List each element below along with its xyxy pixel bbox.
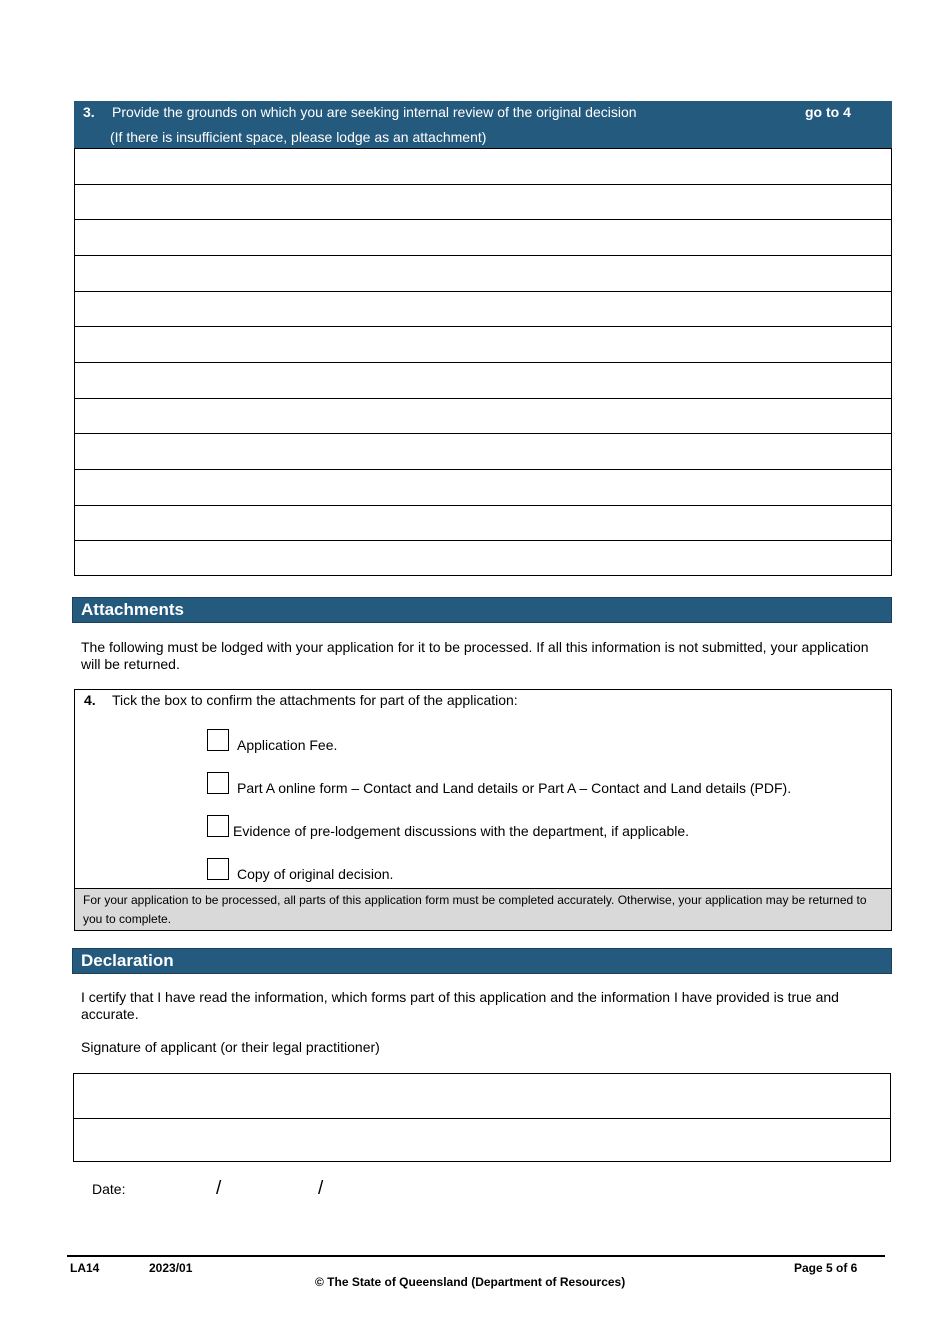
signature-field[interactable] bbox=[73, 1073, 891, 1162]
attachments-intro: The following must be lodged with your application for it to be processed. If all this information is not submitted, your application will be returned. bbox=[81, 639, 869, 672]
attachment-item-label: Copy of original decision. bbox=[237, 866, 394, 882]
answer-line[interactable] bbox=[75, 255, 891, 291]
question-4-number: 4. bbox=[84, 692, 96, 708]
processing-note: For your application to be processed, all parts of this application form must be completed accurately. Otherwise, your application may be returned to you to complete. bbox=[75, 888, 891, 930]
form-code: LA14 bbox=[70, 1261, 100, 1275]
declaration-statement: I certify that I have read the information, which forms part of this application and the information I have provided is true and accurate. bbox=[81, 989, 839, 1022]
answer-line[interactable] bbox=[75, 362, 891, 398]
date-separator: / bbox=[318, 1178, 324, 1199]
question-3-note: (If there is insufficient space, please lodge as an attachment) bbox=[110, 129, 487, 145]
original-decision-checkbox[interactable] bbox=[207, 858, 229, 880]
date-label: Date: bbox=[92, 1181, 126, 1197]
answer-line[interactable] bbox=[75, 398, 891, 434]
answer-line[interactable] bbox=[75, 148, 891, 184]
answer-line[interactable] bbox=[75, 184, 891, 220]
part-a-form-checkbox[interactable] bbox=[207, 772, 229, 794]
answer-line[interactable] bbox=[75, 433, 891, 469]
question-4-box bbox=[74, 689, 892, 931]
form-version: 2023/01 bbox=[149, 1261, 193, 1275]
question-3-header bbox=[74, 101, 892, 148]
answer-line[interactable] bbox=[75, 219, 891, 255]
grounds-answer-area[interactable] bbox=[74, 148, 892, 576]
date-separator: / bbox=[216, 1178, 222, 1199]
attachment-item-label: Part A online form – Contact and Land details or Part A – Contact and Land details (PDF). bbox=[237, 780, 792, 796]
pre-lodgement-evidence-checkbox[interactable] bbox=[207, 815, 229, 837]
answer-line[interactable] bbox=[75, 505, 891, 541]
question-3-goto: go to 4 bbox=[805, 104, 851, 120]
declaration-heading: Declaration bbox=[72, 948, 892, 974]
answer-line[interactable] bbox=[75, 469, 891, 505]
copyright-notice: © The State of Queensland (Department of Resources) bbox=[315, 1275, 626, 1289]
signature-label: Signature of applicant (or their legal practitioner) bbox=[81, 1039, 380, 1055]
signature-divider bbox=[74, 1118, 890, 1119]
answer-line[interactable] bbox=[75, 291, 891, 327]
question-3-prompt: Provide the grounds on which you are seeking internal review of the original decision bbox=[112, 104, 637, 120]
attachments-heading: Attachments bbox=[72, 597, 892, 623]
answer-line[interactable] bbox=[75, 540, 891, 576]
answer-line[interactable] bbox=[75, 326, 891, 362]
footer-rule bbox=[67, 1255, 885, 1257]
question-4-prompt: Tick the box to confirm the attachments for part of the application: bbox=[112, 692, 518, 708]
page-number: Page 5 of 6 bbox=[794, 1261, 858, 1275]
application-fee-checkbox[interactable] bbox=[207, 729, 229, 751]
attachment-item-label: Application Fee. bbox=[237, 737, 338, 753]
attachment-item-label: Evidence of pre-lodgement discussions with the department, if applicable. bbox=[233, 823, 690, 839]
question-3-number: 3. bbox=[83, 104, 95, 120]
